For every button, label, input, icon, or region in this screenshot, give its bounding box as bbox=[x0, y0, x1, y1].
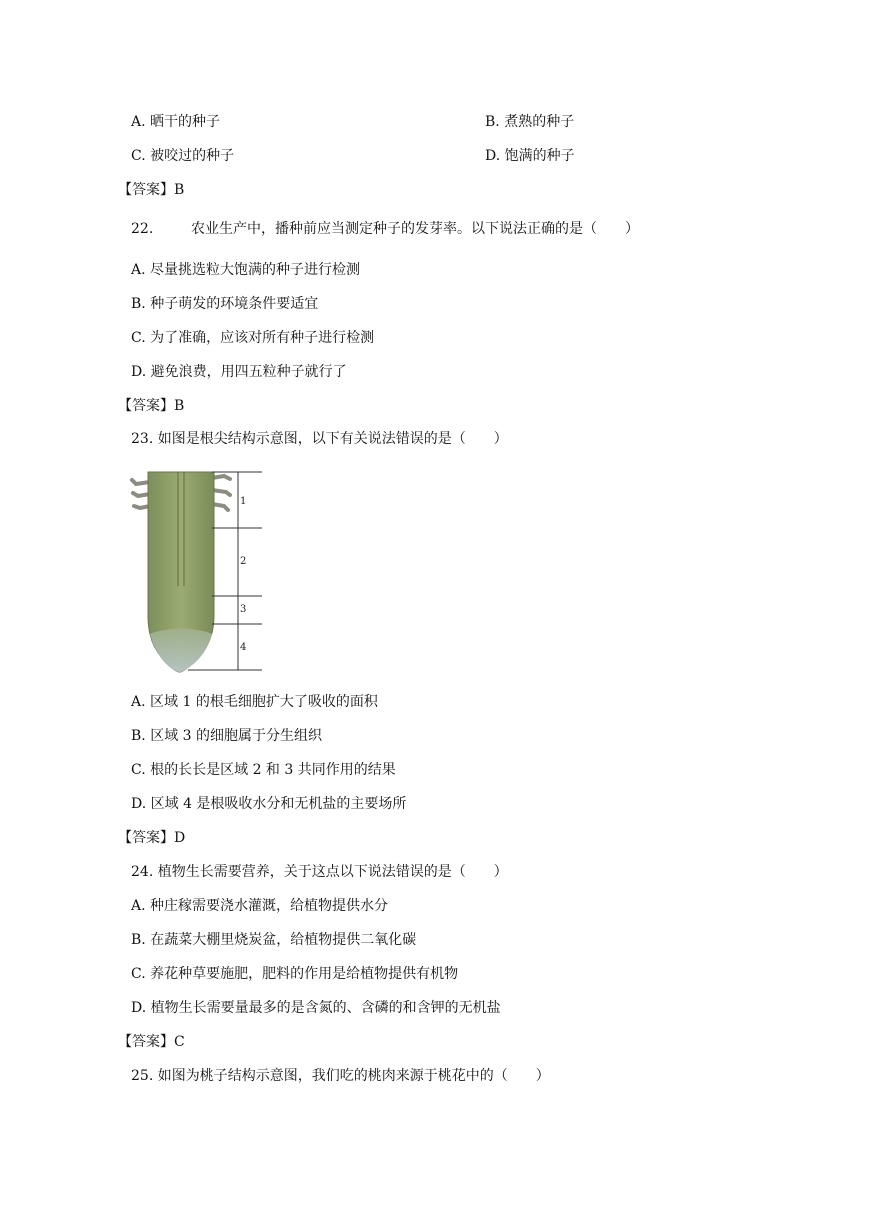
q24-option-d: D. 植物生长需要量最多的是含氮的、含磷的和含钾的无机盐 bbox=[131, 1000, 501, 1016]
q23-option-d: D. 区域 4 是根吸收水分和无机盐的主要场所 bbox=[131, 796, 407, 812]
root-tip-figure bbox=[128, 466, 274, 678]
zone-label-3: 3 bbox=[240, 604, 247, 615]
q24-option-b: B. 在蔬菜大棚里烧炭盆，给植物提供二氧化碳 bbox=[131, 932, 417, 948]
zone-label-2: 2 bbox=[240, 556, 247, 567]
q23-option-a: A. 区域 1 的根毛细胞扩大了吸收的面积 bbox=[131, 694, 378, 710]
q22-number: 22. bbox=[131, 221, 154, 237]
q24-option-c: C. 养花种草要施肥，肥料的作用是给植物提供有机物 bbox=[131, 966, 459, 982]
q22-option-c: C. 为了准确，应该对所有种子进行检测 bbox=[131, 330, 375, 346]
q21-option-d: D. 饱满的种子 bbox=[485, 148, 575, 164]
q22-option-d: D. 避免浪费，用四五粒种子就行了 bbox=[131, 364, 347, 380]
q23-stem: 23. 如图是根尖结构示意图，以下有关说法错误的是（ ） bbox=[131, 431, 508, 447]
q22-answer: 【答案】B bbox=[118, 398, 185, 414]
q21-option-a: A. 晒干的种子 bbox=[131, 114, 221, 130]
root-cap bbox=[150, 628, 212, 672]
q23-answer: 【答案】D bbox=[118, 830, 186, 846]
q21-option-b: B. 煮熟的种子 bbox=[485, 114, 575, 130]
q22-option-b: B. 种子萌发的环境条件要适宜 bbox=[131, 296, 319, 312]
zone-label-1: 1 bbox=[240, 496, 247, 507]
q23-option-b: B. 区域 3 的细胞属于分生组织 bbox=[131, 728, 322, 744]
zone-label-4: 4 bbox=[240, 642, 247, 653]
q21-option-c: C. 被咬过的种子 bbox=[131, 148, 235, 164]
q24-stem: 24. 植物生长需要营养，关于这点以下说法错误的是（ ） bbox=[131, 864, 508, 880]
q22-option-a: A. 尽量挑选粒大饱满的种子进行检测 bbox=[131, 262, 361, 278]
q24-option-a: A. 种庄稼需要浇水灌溉，给植物提供水分 bbox=[131, 898, 389, 914]
q21-answer: 【答案】B bbox=[118, 182, 185, 198]
q22-stem: 农业生产中，播种前应当测定种子的发芽率。以下说法正确的是（ ） bbox=[191, 221, 639, 237]
q23-option-c: C. 根的长长是区域 2 和 3 共同作用的结果 bbox=[131, 762, 396, 778]
root-tip-illustration bbox=[128, 466, 274, 678]
q24-answer: 【答案】C bbox=[118, 1034, 185, 1050]
q25-stem: 25. 如图为桃子结构示意图，我们吃的桃肉来源于桃花中的（ ） bbox=[131, 1068, 550, 1084]
